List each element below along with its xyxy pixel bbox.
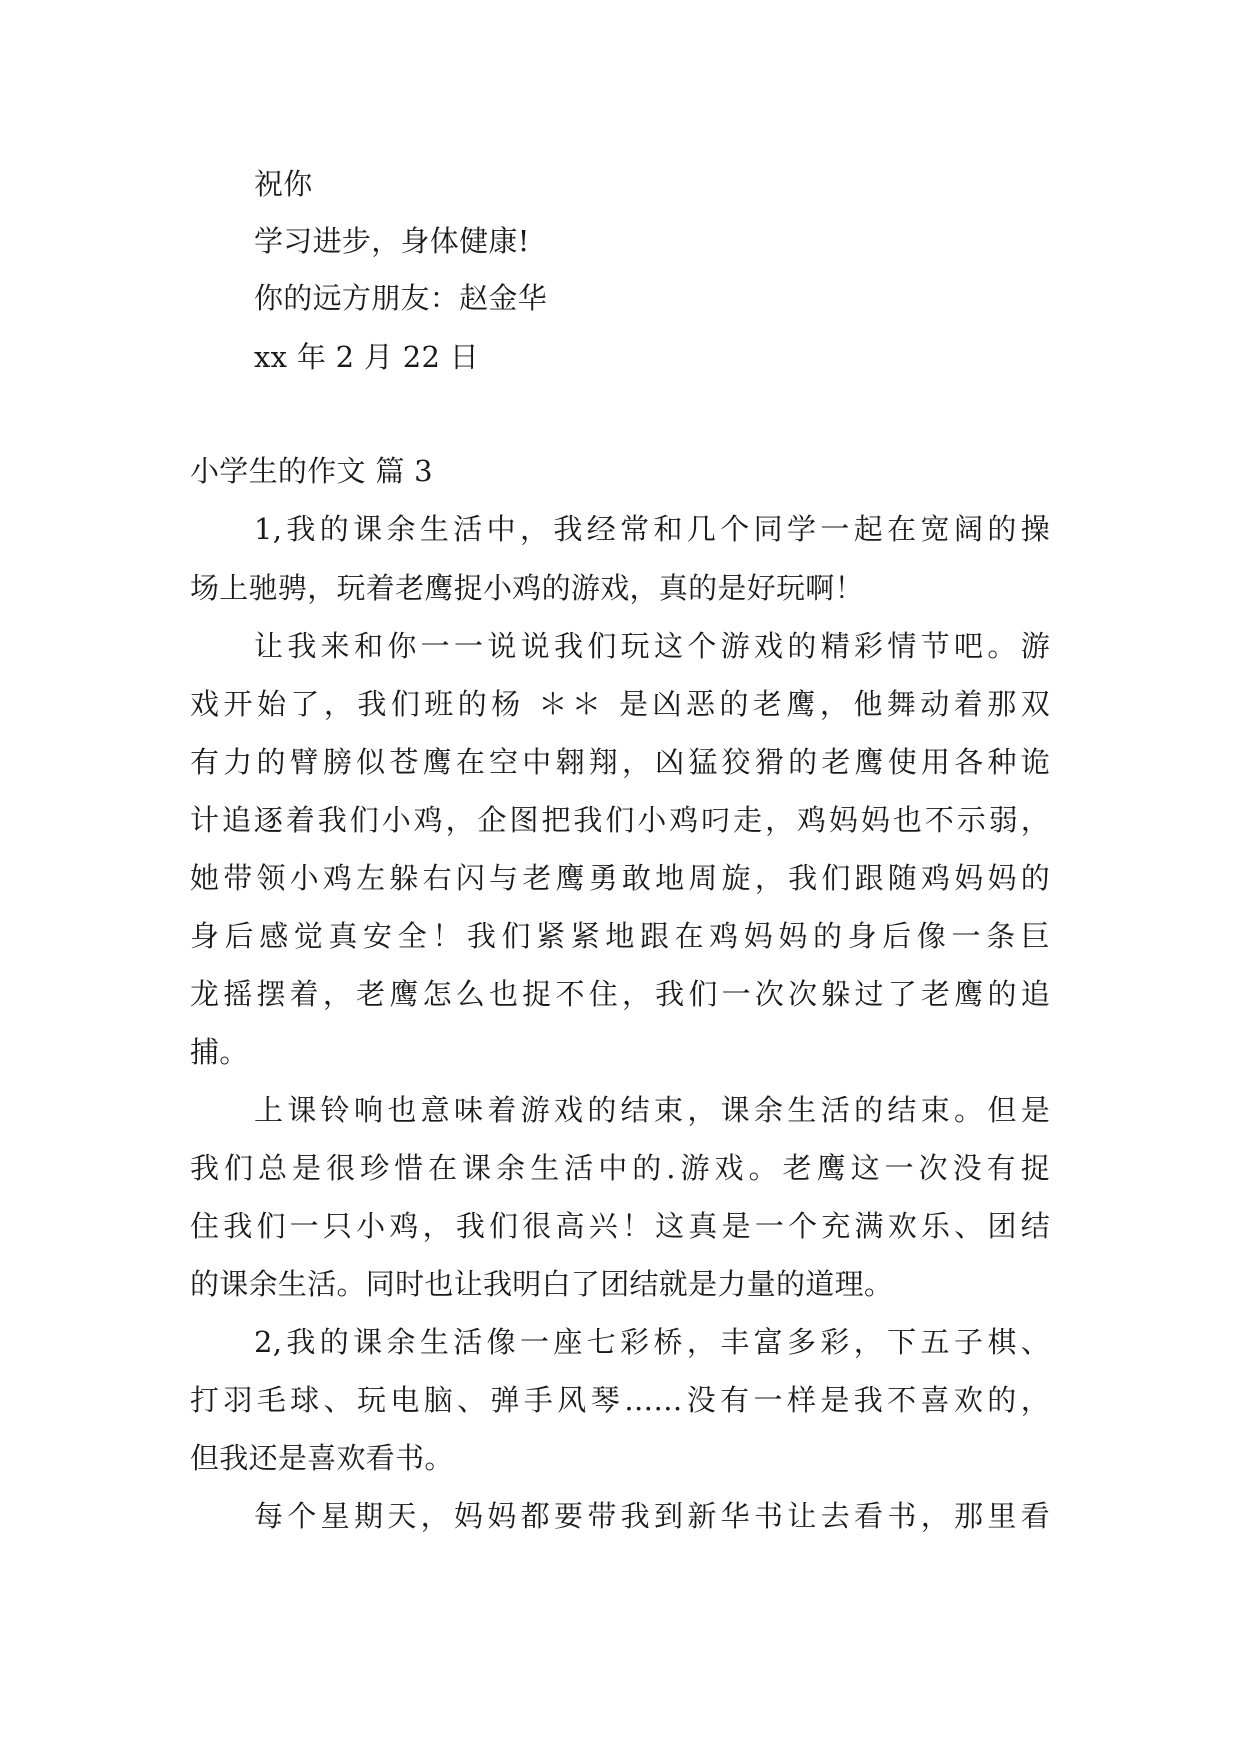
paragraph-line: 我们总是很珍惜在课余生活中的.游戏。老鹰这一次没有捉	[190, 1151, 1050, 1185]
paragraph-line: 捕。	[190, 1035, 249, 1069]
paragraph-line: 让我来和你一一说说我们玩这个游戏的精彩情节吧。游	[254, 629, 1050, 663]
paragraph-line: 打羽毛球、玩电脑、弹手风琴……没有一样是我不喜欢的，	[190, 1383, 1050, 1417]
paragraph-line: 身后感觉真安全！我们紧紧地跟在鸡妈妈的身后像一条巨	[190, 919, 1050, 953]
closing-date: xx 年 2 月 22 日	[254, 340, 480, 374]
closing-line-1: 祝你	[254, 167, 313, 201]
paragraph-line: 但我还是喜欢看书。	[190, 1441, 454, 1475]
paragraph-line: 戏开始了，我们班的杨 ＊＊ 是凶恶的老鹰，他舞动着那双	[190, 687, 1050, 721]
paragraph-line: 上课铃响也意味着游戏的结束，课余生活的结束。但是	[254, 1093, 1050, 1127]
paragraph-line: 1,我的课余生活中，我经常和几个同学一起在宽阔的操	[254, 512, 1050, 546]
paragraph-line: 有力的臂膀似苍鹰在空中翱翔，凶猛狡猾的老鹰使用各种诡	[190, 745, 1050, 779]
paragraph-line: 场上驰骋，玩着老鹰捉小鸡的游戏，真的是好玩啊！	[190, 571, 864, 605]
closing-line-3: 你的远方朋友：赵金华	[254, 281, 548, 315]
paragraph-line: 她带领小鸡左躲右闪与老鹰勇敢地周旋，我们跟随鸡妈妈的	[190, 861, 1050, 895]
section-title: 小学生的作文 篇 3	[190, 454, 433, 488]
paragraph-line: 住我们一只小鸡，我们很高兴！这真是一个充满欢乐、团结	[190, 1209, 1050, 1243]
paragraph-line: 计追逐着我们小鸡，企图把我们小鸡叼走，鸡妈妈也不示弱，	[190, 803, 1050, 837]
paragraph-line: 龙摇摆着，老鹰怎么也捉不住，我们一次次躲过了老鹰的追	[190, 977, 1050, 1011]
paragraph-line: 2,我的课余生活像一座七彩桥，丰富多彩，下五子棋、	[254, 1325, 1050, 1359]
closing-line-2: 学习进步，身体健康!	[254, 224, 530, 258]
paragraph-line: 每个星期天，妈妈都要带我到新华书让去看书，那里看	[254, 1499, 1050, 1533]
paragraph-line: 的课余生活。同时也让我明白了团结就是力量的道理。	[190, 1267, 894, 1301]
